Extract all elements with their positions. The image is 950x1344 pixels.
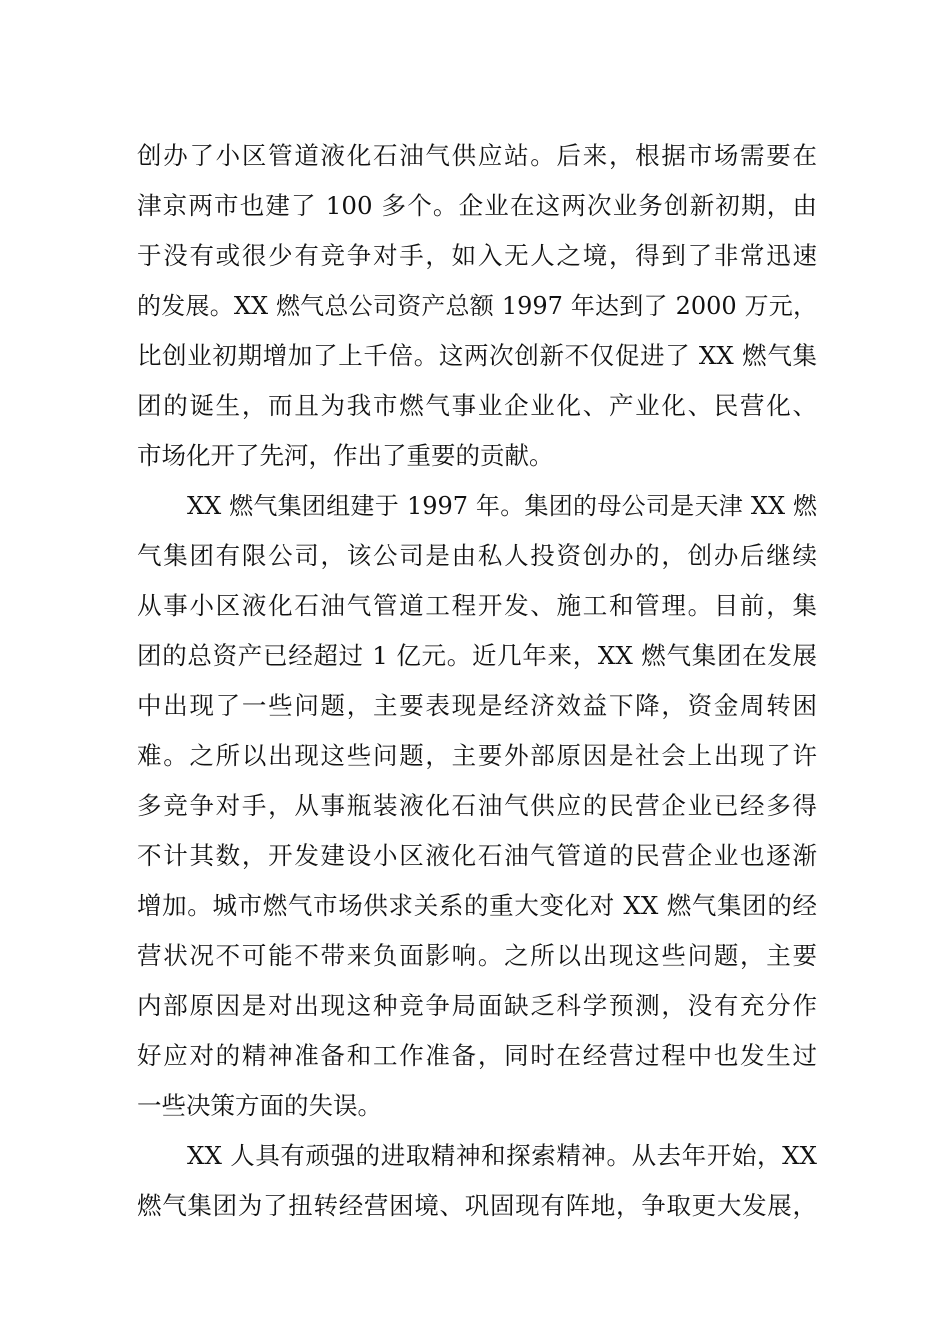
- text-line: 从事小区液化石油气管道工程开发、施工和管理。目前，集: [137, 591, 817, 620]
- text-line: 一些决策方面的失误。: [137, 1091, 382, 1120]
- text-line: 内部原因是对出现这种竞争局面缺乏科学预测，没有充分作: [137, 991, 817, 1020]
- text-line: 团的总资产已经超过 1 亿元。近几年来，XX 燃气集团在发展: [137, 641, 817, 670]
- text-line: 多竞争对手，从事瓶装液化石油气供应的民营企业已经多得: [137, 791, 817, 820]
- text-line: 气集团有限公司，该公司是由私人投资创办的，创办后继续: [137, 541, 817, 570]
- text-line: 的发展。XX 燃气总公司资产总额 1997 年达到了 2000 万元，: [137, 292, 817, 320]
- text-line: 中出现了一些问题，主要表现是经济效益下降，资金周转困: [137, 691, 817, 720]
- text-line: 不计其数，开发建设小区液化石油气管道的民营企业也逐渐: [137, 841, 817, 870]
- text-line: 市场化开了先河，作出了重要的贡献。: [137, 441, 554, 470]
- text-line: XX 燃气集团组建于 1997 年。集团的母公司是天津 XX 燃: [187, 492, 817, 520]
- text-line: 津京两市也建了 100 多个。企业在这两次业务创新初期，由: [137, 191, 817, 220]
- text-line: 于没有或很少有竞争对手，如入无人之境，得到了非常迅速: [137, 241, 817, 270]
- text-line: 难。之所以出现这些问题，主要外部原因是社会上出现了许: [137, 741, 817, 770]
- text-line: 团的诞生，而且为我市燃气事业企业化、产业化、民营化、: [137, 391, 817, 420]
- text-line: 好应对的精神准备和工作准备，同时在经营过程中也发生过: [137, 1041, 817, 1070]
- text-line: 比创业初期增加了上千倍。这两次创新不仅促进了 XX 燃气集: [137, 341, 817, 370]
- text-line: 增加。城市燃气市场供求关系的重大变化对 XX 燃气集团的经: [137, 891, 817, 920]
- text-line: 营状况不可能不带来负面影响。之所以出现这些问题，主要: [137, 941, 817, 970]
- text-line: XX 人具有顽强的进取精神和探索精神。从去年开始，XX: [187, 1141, 817, 1170]
- text-line: 创办了小区管道液化石油气供应站。后来，根据市场需要在: [137, 141, 817, 170]
- text-line: 燃气集团为了扭转经营困境、巩固现有阵地，争取更大发展，: [137, 1191, 817, 1220]
